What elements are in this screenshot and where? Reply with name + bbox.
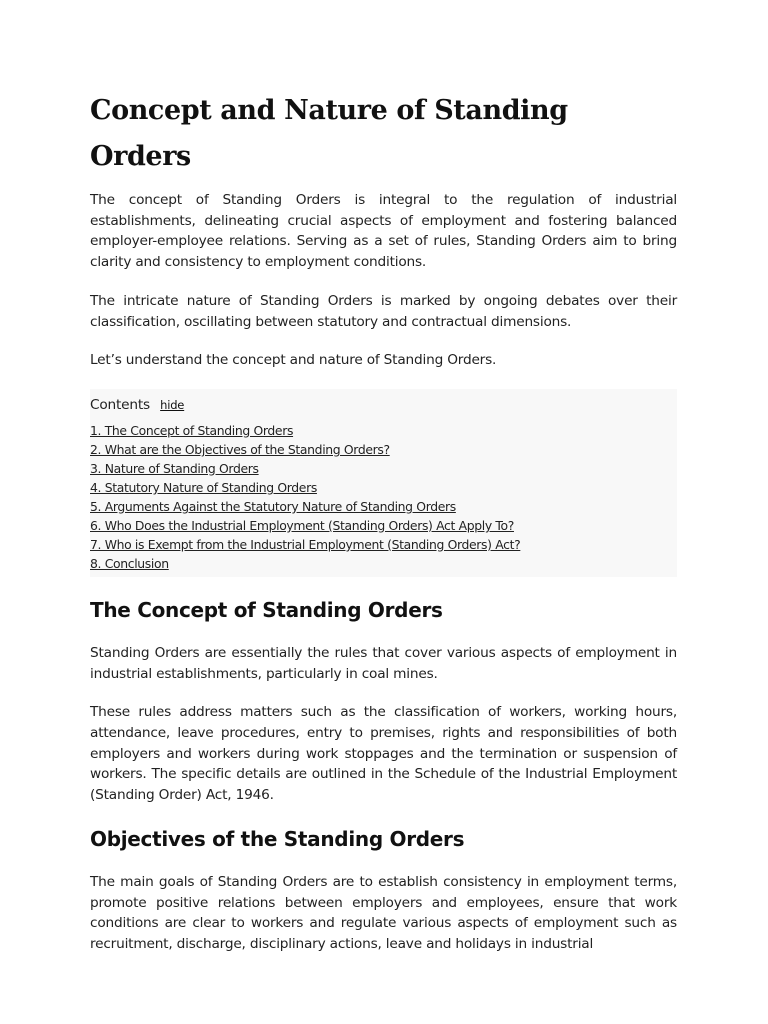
toc-link-concept[interactable]: 1. The Concept of Standing Orders: [90, 422, 294, 438]
toc-item: [90, 421, 677, 440]
toc-list: [90, 421, 677, 573]
page-title: Concept and Nature of Standing Orders: [90, 95, 568, 172]
section-paragraph: These rules address matters such as the classification of workers, working hours, attendance, leave procedures, entry to premises, rights and responsibilities of both employers and workers during work stoppages and the termination or suspension of workers. The specific details are outlined in the Schedule of the Industrial Employment (Standing Order) Act, 1946.: [90, 704, 677, 804]
toc-link-nature[interactable]: 3. Nature of Standing Orders: [90, 460, 259, 476]
table-of-contents: [90, 389, 677, 577]
toc-link-applicability[interactable]: 6. Who Does the Industrial Employment (Standing Orders) Act Apply To?: [90, 517, 514, 533]
article-page: [90, 88, 677, 973]
toc-item: [90, 554, 677, 573]
intro-paragraph-1: The concept of Standing Orders is integral to the regulation of industrial establishments, delineating crucial aspects of employment and fostering balanced employer-employee relations. Serving as a set of rules, Standing Orders aim to bring clarity and consistency to employment conditions.: [90, 192, 677, 271]
section-paragraph: The main goals of Standing Orders are to establish consistency in employment terms, promote positive relations between employers and employees, ensure that work conditions are clear to workers and regulate various aspects of employment such as recruitment, discharge, disciplinary actions, leave and holidays in industrial: [90, 873, 677, 952]
intro-paragraph-3: Let’s understand the concept and nature of Standing Orders.: [90, 352, 497, 369]
toc-link-objectives[interactable]: 2. What are the Objectives of the Standing Orders?: [90, 441, 390, 457]
section-heading-concept: The Concept of Standing Orders: [90, 597, 443, 622]
intro-paragraph-2: The intricate nature of Standing Orders is marked by ongoing debates over their classification, oscillating between statutory and contractual dimensions.: [90, 292, 677, 330]
toc-item: [90, 478, 677, 497]
toc-hide-toggle[interactable]: hide: [160, 397, 185, 412]
toc-link-exemptions[interactable]: 7. Who is Exempt from the Industrial Employment (Standing Orders) Act?: [90, 536, 521, 552]
toc-item: [90, 459, 677, 478]
section-paragraph: Standing Orders are essentially the rules that cover various aspects of employment in industrial establishments, particularly in coal mines.: [90, 644, 677, 682]
toc-item: [90, 440, 677, 459]
toc-item: [90, 535, 677, 554]
toc-link-conclusion[interactable]: 8. Conclusion: [90, 555, 169, 571]
toc-item: [90, 497, 677, 516]
toc-title: Contents: [90, 396, 150, 413]
toc-header: [90, 395, 677, 415]
toc-link-statutory-nature[interactable]: 4. Statutory Nature of Standing Orders: [90, 479, 317, 495]
toc-link-arguments-against[interactable]: 5. Arguments Against the Statutory Nature of Standing Orders: [90, 498, 456, 514]
toc-item: [90, 516, 677, 535]
section-heading-objectives: Objectives of the Standing Orders: [90, 826, 465, 851]
